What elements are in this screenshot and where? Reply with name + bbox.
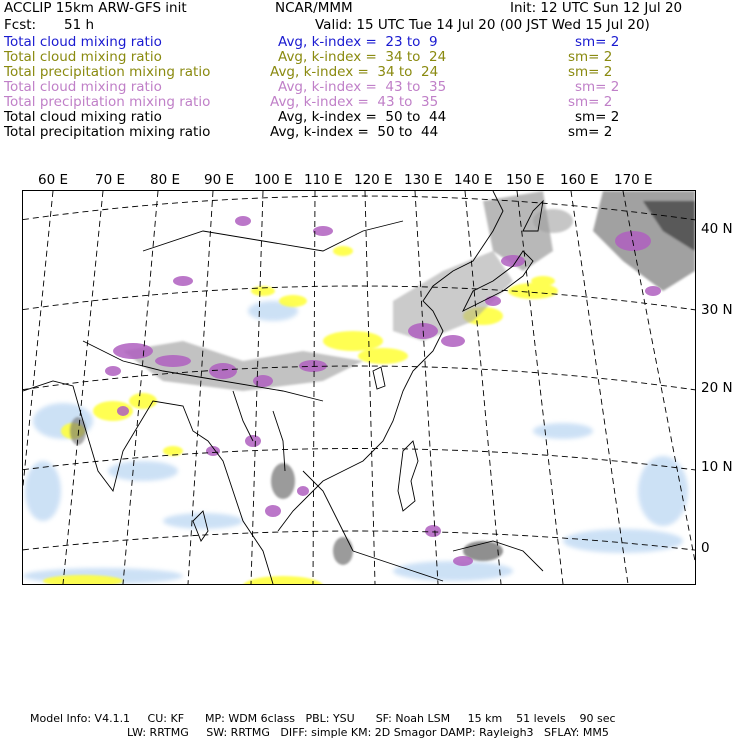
- field-name-7: Total precipitation mixing ratio: [4, 124, 211, 140]
- field-sm-5: sm= 2: [568, 94, 613, 110]
- lon-label-130e: 130 E: [404, 172, 443, 188]
- field-avg-2: Avg, k-index = 34 to 24: [278, 49, 447, 65]
- lon-label-100e: 100 E: [254, 172, 293, 188]
- field-avg-5: Avg, k-index = 43 to 35: [270, 94, 439, 110]
- field-avg-6: Avg, k-index = 50 to 44: [278, 109, 447, 125]
- graticule: [23, 191, 695, 584]
- valid-time: Valid: 15 UTC Tue 14 Jul 20 (00 JST Wed 15 Jul 20): [315, 17, 650, 33]
- map-canvas: [23, 191, 695, 584]
- field-name-5: Total precipitation mixing ratio: [4, 94, 211, 110]
- field-sm-7: sm= 2: [568, 124, 613, 140]
- model-title: ACCLIP 15km ARW-GFS init: [4, 0, 187, 16]
- lat-label-20n: 20 N: [701, 380, 733, 396]
- lon-label-160e: 160 E: [560, 172, 599, 188]
- lat-label-10n: 10 N: [701, 459, 733, 475]
- coastlines: [23, 191, 543, 584]
- purple-precip-layer: [105, 216, 661, 566]
- field-sm-6: sm= 2: [575, 109, 620, 125]
- lat-label-0: 0: [701, 540, 710, 556]
- forecast-label: Fcst:: [4, 17, 37, 33]
- model-info-line2: LW: RRTMG SW: RRTMG DIFF: simple KM: 2D Smagor DAMP: Rayleigh3 SFLAY: MM5: [127, 726, 609, 739]
- field-sm-2: sm= 2: [568, 49, 613, 65]
- lon-label-140e: 140 E: [454, 172, 493, 188]
- field-avg-3: Avg, k-index = 34 to 24: [270, 64, 439, 80]
- model-info-line1: Model Info: V4.1.1 CU: KF MP: WDM 6class PBL: YSU SF: Noah LSM 15 km 51 levels 90 sec: [30, 712, 616, 725]
- org-label: NCAR/MMM: [275, 0, 353, 16]
- field-name-4: Total cloud mixing ratio: [4, 79, 162, 95]
- lon-label-110e: 110 E: [304, 172, 343, 188]
- forecast-hours: 51 h: [64, 17, 95, 33]
- init-time: Init: 12 UTC Sun 12 Jul 20: [510, 0, 683, 16]
- forecast-map: [22, 190, 696, 585]
- field-name-3: Total precipitation mixing ratio: [4, 64, 211, 80]
- lat-label-30n: 30 N: [701, 302, 733, 318]
- field-name-6: Total cloud mixing ratio: [4, 109, 162, 125]
- field-name-1: Total cloud mixing ratio: [4, 34, 162, 50]
- field-name-2: Total cloud mixing ratio: [4, 49, 162, 65]
- lon-label-170e: 170 E: [614, 172, 653, 188]
- gray-cloud-layer: [70, 191, 695, 565]
- field-avg-4: Avg, k-index = 43 to 35: [278, 79, 447, 95]
- lon-label-60e: 60 E: [38, 172, 68, 188]
- field-avg-1: Avg, k-index = 23 to 9: [278, 34, 438, 50]
- lon-label-150e: 150 E: [506, 172, 545, 188]
- lon-label-120e: 120 E: [354, 172, 393, 188]
- field-sm-1: sm= 2: [575, 34, 620, 50]
- field-sm-4: sm= 2: [575, 79, 620, 95]
- lon-label-70e: 70 E: [95, 172, 125, 188]
- lat-label-40n: 40 N: [701, 221, 733, 237]
- field-avg-7: Avg, k-index = 50 to 44: [270, 124, 439, 140]
- lon-label-80e: 80 E: [150, 172, 180, 188]
- field-sm-3: sm= 2: [568, 64, 613, 80]
- lon-label-90e: 90 E: [204, 172, 234, 188]
